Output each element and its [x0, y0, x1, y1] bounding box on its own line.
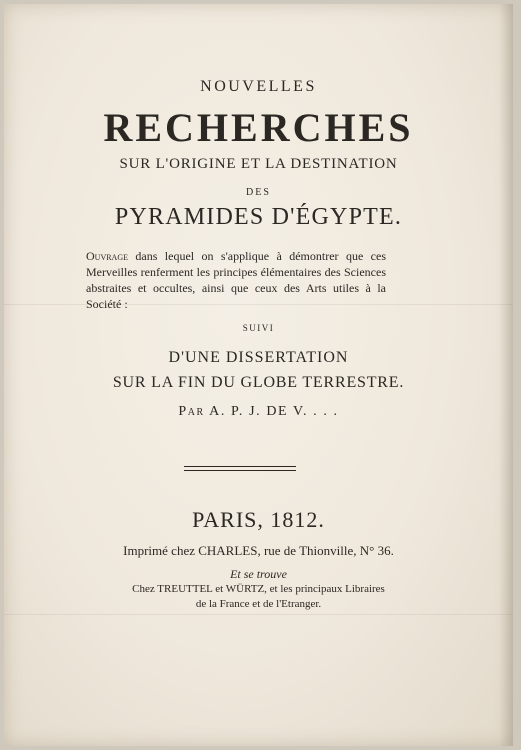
- paper-crease: [4, 614, 513, 615]
- title-recherches: RECHERCHES: [103, 105, 414, 150]
- book-title-page: [4, 4, 513, 746]
- description-paragraph: [86, 248, 386, 312]
- imprint-printer: Imprimé chez CHARLES, rue de Thionville, N° 36.: [123, 543, 394, 558]
- title-des: DES: [246, 187, 271, 198]
- suivi-label: SUIVI: [242, 323, 275, 333]
- author-name: A. P. J. DE V. . . .: [204, 404, 339, 419]
- imprint-sold-at: Et se trouve: [230, 567, 287, 581]
- dissertation-line-1: D'UNE DISSERTATION: [168, 349, 349, 366]
- double-rule-divider: [184, 466, 296, 471]
- author-prefix: Par: [178, 404, 205, 419]
- imprint-seller-1: Chez TREUTTEL et WÜRTZ, et les principaux Libraires: [132, 583, 385, 595]
- description-lead: Ouvrage: [86, 249, 128, 263]
- title-pyramides: PYRAMIDES D'ÉGYPTE.: [114, 204, 403, 230]
- imprint-seller-2: de la France et de l'Etranger.: [195, 598, 322, 610]
- title-subtitle: SUR L'ORIGINE ET LA DESTINATION: [119, 156, 398, 172]
- imprint-city-year: PARIS, 1812.: [192, 507, 325, 532]
- dissertation-line-2: SUR LA FIN DU GLOBE TERRESTRE.: [112, 374, 405, 391]
- title-nouvelles: NOUVELLES: [200, 78, 317, 95]
- author-line: [4, 404, 513, 420]
- description-text: dans lequel on s'applique à démontrer que ces Merveilles renferment les principes élémentaires des Sciences abstraites et occultes, ainsi que ceux des Arts utiles à la Société :: [86, 249, 386, 311]
